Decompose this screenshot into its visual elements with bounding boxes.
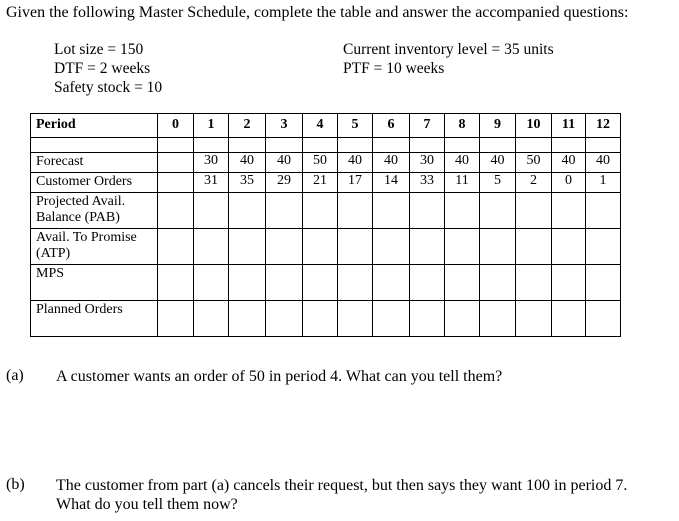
table-cell[interactable]: 0 [552,173,586,193]
question-b-text: The customer from part (a) cancels their request, but then says they want 100 in period 7. What do you tell them now? [56,477,628,513]
table-cell[interactable] [229,229,266,265]
period-header-row [31,114,621,138]
spacer-cell [303,138,338,153]
spacer-cell [445,138,480,153]
spacer-cell [586,138,621,153]
table-cell[interactable]: 30 [410,153,445,173]
table-cell[interactable] [373,193,410,229]
table-cell[interactable]: 35 [229,173,266,193]
table-cell[interactable] [445,301,480,337]
table-cell[interactable] [480,301,516,337]
table-cell[interactable] [158,265,194,301]
period-header-10: 10 [516,114,552,138]
question-a-label: (a) [6,367,24,384]
table-cell[interactable] [516,229,552,265]
table-cell[interactable] [516,265,552,301]
table-cell[interactable]: 50 [303,153,338,173]
table-cell[interactable]: 2 [516,173,552,193]
table-cell[interactable]: 40 [445,153,480,173]
table-cell[interactable] [445,193,480,229]
table-cell[interactable] [586,265,621,301]
spacer-cell [410,138,445,153]
period-header-0: 0 [158,114,194,138]
table-cell[interactable] [303,301,338,337]
row-label: Avail. To Promise (ATP) [31,229,158,265]
table-cell[interactable]: 30 [194,153,229,173]
spacer-cell [158,138,194,153]
table-cell[interactable]: 5 [480,173,516,193]
table-cell[interactable] [338,229,373,265]
table-cell[interactable] [266,193,303,229]
spacer-cell [338,138,373,153]
spacer-cell [373,138,410,153]
table-cell[interactable] [194,301,229,337]
row-label: Planned Orders [31,301,158,337]
table-cell[interactable] [338,265,373,301]
table-cell[interactable] [158,301,194,337]
table-cell[interactable] [303,193,338,229]
table-cell[interactable] [552,265,586,301]
table-cell[interactable]: 14 [373,173,410,193]
period-header-1: 1 [194,114,229,138]
table-cell[interactable] [516,301,552,337]
table-cell[interactable]: 40 [229,153,266,173]
table-cell[interactable] [480,265,516,301]
table-cell[interactable] [410,229,445,265]
period-header-6: 6 [373,114,410,138]
table-cell[interactable] [373,229,410,265]
table-cell[interactable]: 40 [338,153,373,173]
table-cell[interactable] [373,301,410,337]
table-cell[interactable] [229,193,266,229]
table-cell[interactable] [266,229,303,265]
table-cell[interactable] [338,193,373,229]
table-cell[interactable]: 21 [303,173,338,193]
table-cell[interactable]: 31 [194,173,229,193]
period-label: Period [31,114,158,138]
row-label: MPS [31,265,158,301]
spacer-cell [516,138,552,153]
table-row [31,193,621,229]
spacer-cell [31,138,158,153]
period-header-8: 8 [445,114,480,138]
table-cell[interactable] [303,265,338,301]
period-header-7: 7 [410,114,445,138]
current-inventory-param: Current inventory level = 35 units [343,41,554,58]
table-cell[interactable]: 40 [480,153,516,173]
table-cell[interactable] [158,153,194,173]
master-schedule-table [30,113,621,337]
table-cell[interactable]: 50 [516,153,552,173]
table-cell[interactable]: 29 [266,173,303,193]
spacer-cell [552,138,586,153]
table-cell[interactable] [445,229,480,265]
table-cell[interactable] [586,229,621,265]
spacer-row [31,138,621,153]
table-cell[interactable] [194,193,229,229]
table-cell[interactable] [194,265,229,301]
table-cell[interactable]: 11 [445,173,480,193]
question-b-label: (b) [6,476,25,493]
table-cell[interactable] [445,265,480,301]
table-row [31,173,621,193]
table-cell[interactable] [586,301,621,337]
table-cell[interactable]: 40 [552,153,586,173]
period-header-4: 4 [303,114,338,138]
table-row [31,265,621,301]
table-cell[interactable]: 40 [373,153,410,173]
table-cell[interactable] [338,301,373,337]
question-a-text: A customer wants an order of 50 in period 4. What can you tell them? [56,368,503,385]
spacer-cell [266,138,303,153]
ptf-param: PTF = 10 weeks [343,60,445,77]
table-cell[interactable] [373,265,410,301]
table-cell[interactable] [194,229,229,265]
table-cell[interactable] [229,301,266,337]
table-cell[interactable] [586,193,621,229]
table-cell[interactable] [303,229,338,265]
row-label: Forecast [31,153,158,173]
period-header-9: 9 [480,114,516,138]
table-row [31,153,621,173]
table-cell[interactable] [410,301,445,337]
table-cell[interactable] [552,301,586,337]
intro-text: Given the following Master Schedule, complete the table and answer the accompanied questions: [6,4,629,21]
table-cell[interactable] [229,265,266,301]
lot-size-param: Lot size = 150 [54,41,144,58]
period-header-12: 12 [586,114,621,138]
spacer-cell [480,138,516,153]
table-cell[interactable]: 33 [410,173,445,193]
table-row [31,301,621,337]
row-label: Projected Avail. Balance (PAB) [31,193,158,229]
table-cell[interactable] [552,193,586,229]
table-cell[interactable] [158,173,194,193]
period-header-11: 11 [552,114,586,138]
table-cell[interactable]: 1 [586,173,621,193]
table-cell[interactable] [480,229,516,265]
period-header-5: 5 [338,114,373,138]
table-cell[interactable] [158,193,194,229]
table-cell[interactable] [552,229,586,265]
table-cell[interactable] [516,193,552,229]
row-label: Customer Orders [31,173,158,193]
table-cell[interactable] [158,229,194,265]
table-cell[interactable] [410,265,445,301]
table-cell[interactable]: 40 [266,153,303,173]
dtf-param: DTF = 2 weeks [54,60,151,77]
spacer-cell [194,138,229,153]
table-cell[interactable] [410,193,445,229]
table-cell[interactable]: 40 [586,153,621,173]
table-cell[interactable]: 17 [338,173,373,193]
safety-stock-param: Safety stock = 10 [54,79,163,96]
table-cell[interactable] [480,193,516,229]
period-header-2: 2 [229,114,266,138]
table-row [31,229,621,265]
period-header-3: 3 [266,114,303,138]
table-cell[interactable] [266,301,303,337]
spacer-cell [229,138,266,153]
table-cell[interactable] [266,265,303,301]
